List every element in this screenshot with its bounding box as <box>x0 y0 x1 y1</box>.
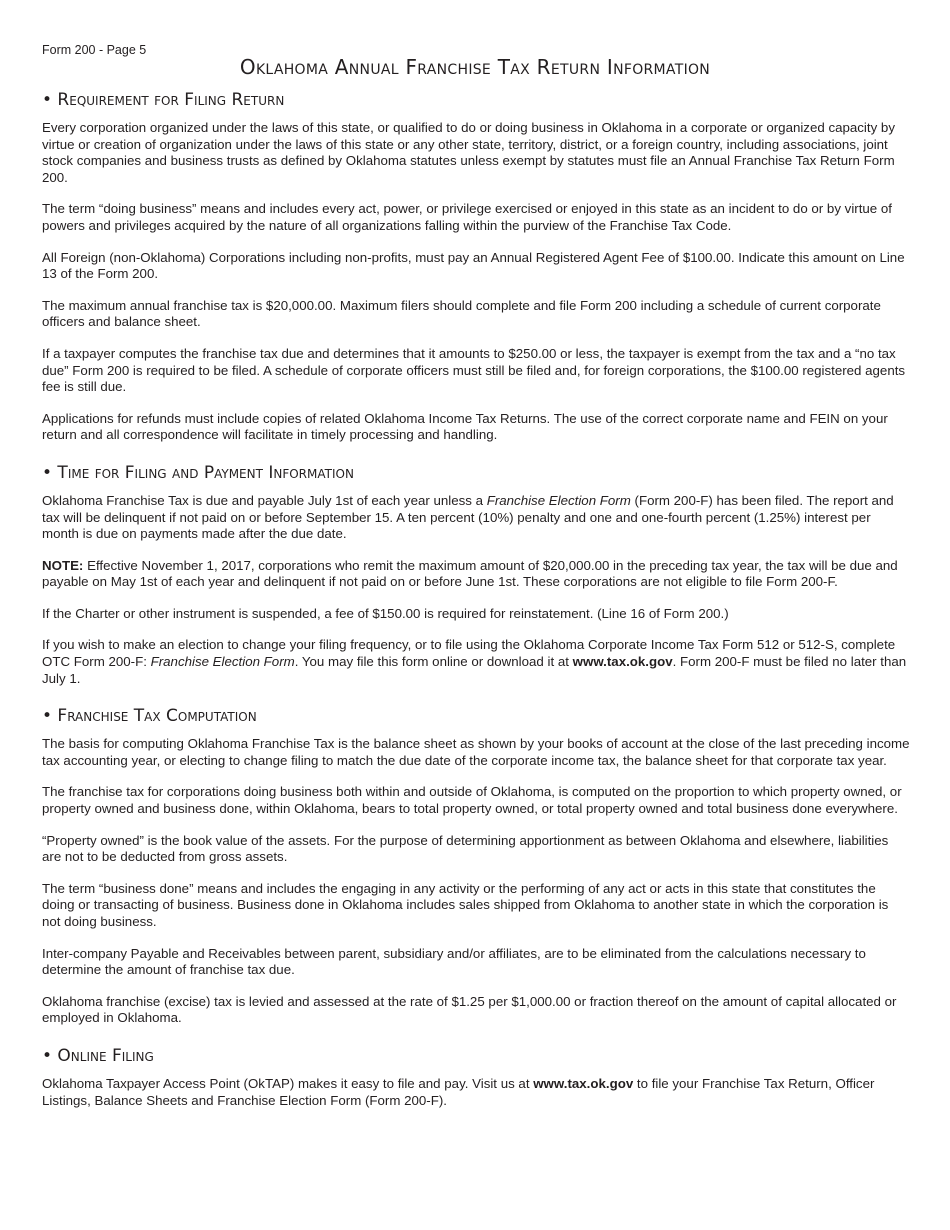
page-title: Oklahoma Annual Franchise Tax Return Information <box>239 55 711 79</box>
section-heading-online-filing: • Online Filing <box>42 1045 154 1066</box>
text: . Form 200-F must be filed no later than July 1. <box>42 654 907 686</box>
paragraph <box>42 637 910 687</box>
paragraph: “Property owned” is the book value of the assets. For the purpose of determining apportionment as between Oklahoma and elsewhere, liabilities are not to be deducted from gross assets. <box>42 832 889 865</box>
paragraph: The term “business done” means and includes the engaging in any activity or the performing of any act or acts in this state that constitutes the doing or transacting of business. Business done in Oklahoma includes sales shipped from Oklahoma to another state in which the corporation is not doing business. <box>42 880 889 929</box>
paragraph: All Foreign (non-Oklahoma) Corporations including non-profits, must pay an Annual Registered Agent Fee of $100.00. Indicate this amount on Line 13 of the Form 200. <box>42 249 905 282</box>
text: (Form 200-F) has been filed. The report and tax will be delinquent if not paid on or before September 15. A ten percent (10%) penalty and one and one-fourth percent (1.25%) interest per month is due on payments made after the due date. <box>42 492 894 542</box>
paragraph <box>42 493 910 543</box>
text: Oklahoma Taxpayer Access Point (OkTAP) makes it easy to file and pay. Visit us at <box>42 1075 534 1091</box>
note-label: NOTE: <box>42 557 84 573</box>
paragraph: Every corporation organized under the laws of this state, or qualified to do or doing business in Oklahoma in a corporate or organized capacity by virtue or creation of organization under the laws of this state or any other state, territory, district, or a foreign country, including associations, joint stock companies and business trusts as defined by Oklahoma statutes unless exempt by statutes must file an Annual Franchise Tax Return Form 200. <box>42 120 895 185</box>
section-time-for-filing <box>42 463 910 687</box>
website-link: www.tax.ok.gov <box>572 654 673 670</box>
paragraph: If the Charter or other instrument is suspended, a fee of $150.00 is required for reinstatement. (Line 16 of Form 200.) <box>42 605 729 621</box>
section-heading-requirement: • Requirement for Filing Return <box>42 90 285 110</box>
section-requirement <box>42 90 910 444</box>
paragraph: The term “doing business” means and includes every act, power, or privilege exercised or enjoyed in this state as an incident to do or by virtue of powers and privileges acquired by the nature of all organizations falling within the purview of the Franchise Tax Code. <box>42 201 892 233</box>
paragraph <box>42 1076 910 1109</box>
paragraph: The franchise tax for corporations doing business both within and outside of Oklahoma, is computed on the proportion to which property owned, or property owned and business done, within Oklahoma, bears to total property owned, or total property owned and total business done everywhere. <box>42 784 902 817</box>
text: to file your Franchise Tax Return, Officer Listings, Balance Sheets and Franchise Election Form (Form 200-F). <box>42 1075 875 1108</box>
form-title: Franchise Election Form <box>150 654 295 670</box>
paragraph: Oklahoma franchise (excise) tax is levied and assessed at the rate of $1.25 per $1,000.00 or fraction thereof on the amount of capital allocated or employed in Oklahoma. <box>42 993 897 1026</box>
paragraph: If a taxpayer computes the franchise tax due and determines that it amounts to $250.00 or less, the taxpayer is exempt from the tax and a “no tax due” Form 200 is required to be filed. A schedule of corporate officers must still be filed and, for foreign corporations, the $100.00 registered agents fee is still due. <box>42 345 906 395</box>
paragraph: Inter-company Payable and Receivables between parent, subsidiary and/or affiliates, are to be eliminated from the calculations necessary to determine the amount of franchise tax due. <box>42 945 866 978</box>
text: . You may file this form online or download it at <box>294 654 573 670</box>
document-body <box>42 90 910 1128</box>
website-link: www.tax.ok.gov <box>533 1075 634 1091</box>
text: Oklahoma Franchise Tax is due and payable July 1st of each year unless a <box>42 492 487 508</box>
text: If you wish to make an election to change your filing frequency, or to file using the Oklahoma Corporate Income Tax Form 512 or 512-S, complete OTC Form 200-F: <box>42 637 896 670</box>
text: Effective November 1, 2017, corporations who remit the maximum amount of $20,000.00 in the preceding tax year, the tax will be due and payable on May 1st of each year and delinquent if not paid on or before June 1st. These corporations are not eligible to file Form 200-F. <box>42 557 898 590</box>
section-online-filing <box>42 1046 910 1109</box>
paragraph: The basis for computing Oklahoma Franchise Tax is the balance sheet as shown by your books of account at the close of the last preceding income tax accounting year, or electing to change filing to match the due date of the corporate income tax, the balance sheet for that corporate tax year. <box>42 736 910 768</box>
section-computation <box>42 706 910 1027</box>
paragraph: Applications for refunds must include copies of related Oklahoma Income Tax Returns. The use of the correct corporate name and FEIN on your return and all correspondence will facilitate in timely processing and handling. <box>42 410 888 443</box>
page-label: Form 200 - Page 5 <box>42 43 147 57</box>
section-heading-time-for-filing: • Time for Filing and Payment Information <box>42 462 354 483</box>
section-heading-computation: • Franchise Tax Computation <box>42 706 257 727</box>
paragraph: The maximum annual franchise tax is $20,000.00. Maximum filers should complete and file Form 200 including a schedule of current corporate officers and balance sheet. <box>42 297 881 330</box>
paragraph-note <box>42 558 910 591</box>
form-title: Franchise Election Form <box>486 492 631 508</box>
